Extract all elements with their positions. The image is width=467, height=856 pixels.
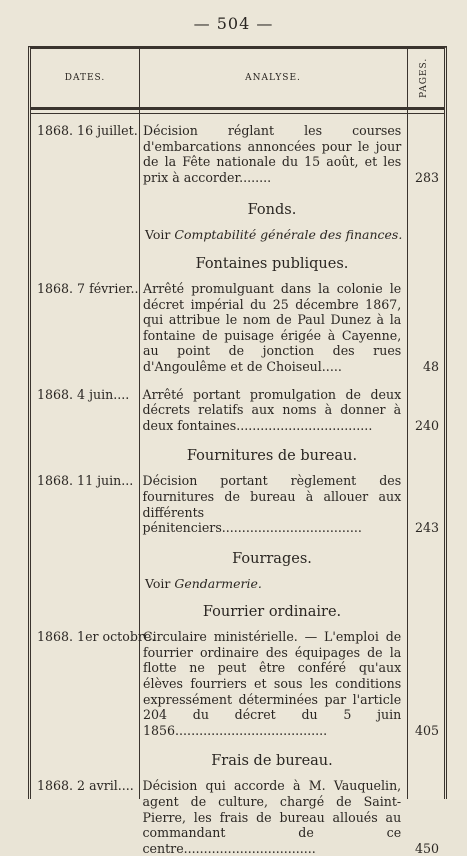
entry-date: 1868. 1er octobre. <box>37 629 156 645</box>
section-heading: Fournitures de bureau. <box>186 448 358 465</box>
entry-text: Arrêté portant promulgation de deux décrets relatifs aux noms à donner à deux fontaines.................................. <box>142 386 402 433</box>
entry-page: 283 <box>414 169 439 185</box>
header-rule <box>31 107 444 114</box>
entry-page: 48 <box>422 358 439 374</box>
header-dates: DATES. <box>64 73 106 83</box>
entry-row <box>31 387 441 434</box>
section-heading: Fontaines publiques. <box>195 255 349 272</box>
entry-date: 1868. 2 avril.... <box>37 778 134 794</box>
entry-date: 1868. 7 février.. <box>37 280 139 296</box>
entry-row <box>31 629 441 738</box>
entry-page: 243 <box>414 520 440 536</box>
entry-date: 1868. 11 juin... <box>37 473 134 489</box>
entry-text: Arrêté promulguant dans la colonie le décret impérial du 25 décembre 1867, qui attribue le nom de Paul Dunez à la fontaine de puisage érigée à Cayenne, au point de jonction des rues d'Angoulême et de Choiseul..... <box>143 280 402 374</box>
see-reference <box>31 227 441 243</box>
table-frame <box>28 46 447 856</box>
entry-text: Circulaire ministérielle. — L'emploi de fourrier ordinaire des équipages de la flotte ne peut être conféré qu'aux élèves fourriers et sous les conditions expressément déterminées par l'article 204 du décret du 5 juin 1856...................................... <box>143 629 402 738</box>
entry-row <box>31 123 441 185</box>
entry-page: 240 <box>414 417 440 433</box>
see-reference <box>31 576 441 592</box>
entry-date: 1868. 4 juin.... <box>37 386 130 402</box>
see-prefix: Voir <box>145 227 171 243</box>
see-ref: Comptabilité générale des finances. <box>174 227 403 243</box>
section-heading: Fourrier ordinaire. <box>202 604 342 621</box>
header-pages: PAGES. <box>419 57 429 99</box>
entry-row <box>31 281 441 375</box>
see-prefix: Voir <box>145 575 171 591</box>
entry-text: Décision qui accorde à M. Vauquelin, agent de culture, chargé de Saint-Pierre, les frais de bureau alloués au commandant de ce centre................................. <box>142 778 402 856</box>
entry-text: Décision portant règlement des fournitures de bureau à allouer aux différents pénitenciers................................... <box>142 473 402 536</box>
page-number: — 504 — <box>193 14 274 33</box>
entry-page: 450 <box>414 840 440 856</box>
entry-row <box>31 778 441 856</box>
entry-row <box>31 473 441 535</box>
see-ref: Gendarmerie. <box>174 575 262 591</box>
section-heading: Fourrages. <box>232 550 312 567</box>
entries-list <box>31 123 441 856</box>
entry-date: 1868. 16 juillet. <box>37 123 138 138</box>
entry-text: Décision réglant les courses d'embarcations annoncées pour le jour de la Fête nationale du 15 août, et les prix à accorder........ <box>143 123 402 185</box>
header-analyse: ANALYSE. <box>245 73 301 83</box>
section-heading: Fonds. <box>247 202 297 219</box>
entry-page: 405 <box>414 722 439 738</box>
section-heading: Frais de bureau. <box>211 753 333 770</box>
